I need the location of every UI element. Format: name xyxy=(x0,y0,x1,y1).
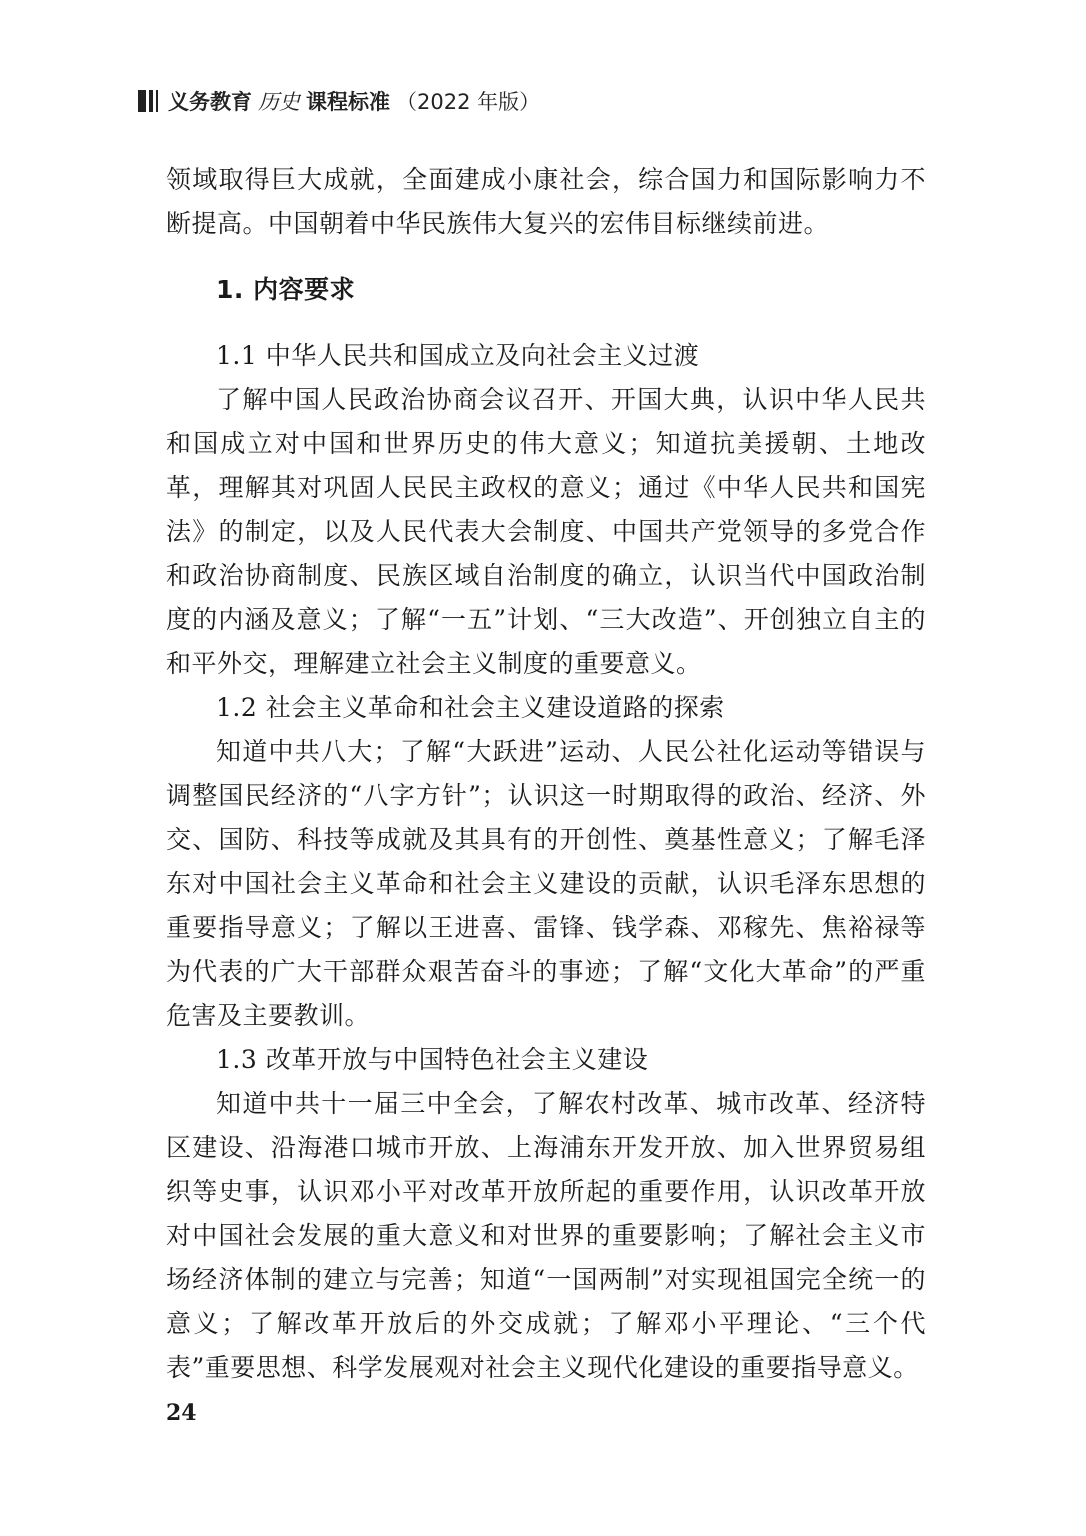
header-edition: （2022 年版） xyxy=(396,90,541,114)
subsection-title-1-1: 1.1 中华人民共和国成立及向社会主义过渡 xyxy=(216,341,700,370)
header-doc: 课程标准 xyxy=(306,90,390,114)
intro-paragraph: 领域取得巨大成就，全面建成小康社会，综合国力和国际影响力不断提高。中国朝着中华民族伟大复兴的宏伟目标继续前进。 xyxy=(166,165,926,238)
subsection-text-1-2: 知道中共八大；了解“大跃进”运动、人民公社化运动等错误与调整国民经济的“八字方针”；认识这一时期取得的政治、经济、外交、国防、科技等成就及其具有的开创性、奠基性意义；了解毛泽东对中国社会主义革命和社会主义建设的贡献，认识毛泽东思想的重要指导意义；了解以王进喜、雷锋、钱学森、邓稼先、焦裕禄等为代表的广大干部群众艰苦奋斗的事迹；了解“文化大革命”的严重危害及主要教训。 xyxy=(166,737,926,1030)
subsection-title-1-2: 1.2 社会主义革命和社会主义建设道路的探索 xyxy=(216,693,725,722)
page-content xyxy=(166,158,926,1390)
subsection-text-1-3: 知道中共十一届三中全会，了解农村改革、城市改革、经济特区建设、沿海港口城市开放、上海浦东开发开放、加入世界贸易组织等史事，认识邓小平对改革开放所起的重要作用，认识改革开放对中国社会发展的重大意义和对世界的重要影响；了解社会主义市场经济体制的建立与完善；知道“一国两制”对实现祖国完全统一的意义；了解改革开放后的外交成就；了解邓小平理论、“三个代表”重要思想、科学发展观对社会主义现代化建设的重要指导意义。 xyxy=(166,1089,926,1382)
header-title: 义务教育 xyxy=(168,90,252,114)
subsection-title-1-3: 1.3 改革开放与中国特色社会主义建设 xyxy=(216,1045,649,1074)
page-number: 24 xyxy=(166,1400,197,1426)
running-header xyxy=(138,86,540,116)
header-subject: 历史 xyxy=(258,90,300,114)
header-bars-icon xyxy=(138,90,158,112)
section-title: 1. 内容要求 xyxy=(216,275,356,304)
subsection-text-1-1: 了解中国人民政治协商会议召开、开国大典，认识中华人民共和国成立对中国和世界历史的伟大意义；知道抗美援朝、土地改革，理解其对巩固人民民主政权的意义；通过《中华人民共和国宪法》的制定，以及人民代表大会制度、中国共产党领导的多党合作和政治协商制度、民族区域自治制度的确立，认识当代中国政治制度的内涵及意义；了解“一五”计划、“三大改造”、开创独立自主的和平外交，理解建立社会主义制度的重要意义。 xyxy=(166,385,926,678)
